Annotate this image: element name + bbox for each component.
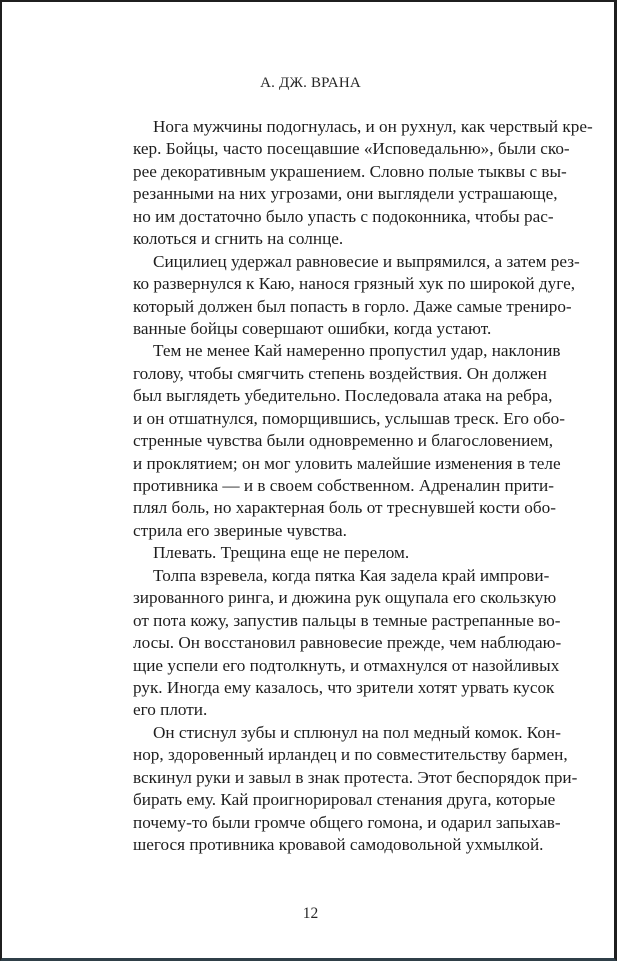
text-line: рук. Иногда ему казалось, что зрители хотят урвать кусок [133,677,555,697]
text-line: зированного ринга, и дюжина рук ощупала его скользкую [133,588,557,608]
text-line: и проклятием; он мог уловить малейшие изменения в теле [133,453,561,473]
text-line: рее декоративным украшением. Словно полые тыквы с вы- [133,161,567,181]
paragraph [133,340,565,542]
text-line: кер. Бойцы, часто посещавшие «Исповедальню», были ско- [133,139,570,159]
paragraph [133,251,580,341]
text-line: от пота кожу, запустив пальцы в темные растрепанные во- [133,610,561,630]
text-line: Он стиснул зубы и сплюнул на пол медный комок. Кон- [153,722,561,742]
text-line: ко развернулся к Каю, нанося грязный хук по широкой дуге, [133,274,576,294]
text-line: Плевать. Трещина еще не перелом. [153,543,410,563]
text-line: шегося противника кровавой самодовольной ухмылкой. [133,835,544,854]
running-head: А. ДЖ. ВРАНА [260,75,361,91]
text-line: Сицилиец удержал равновесие и выпрямился, а затем рез- [153,251,580,271]
text-line: Нога мужчины подогнулась, и он рухнул, как черствый кре- [153,117,593,136]
body-text [133,116,593,856]
text-line: но им достаточно было упасть с подоконника, чтобы рас- [133,206,554,226]
text-line: почему-то были громче общего гомона, и одарил запыхав- [133,812,561,832]
text-line: резанными на них угрозами, они выглядели устрашающе, [133,184,558,204]
page-number: 12 [302,905,319,922]
paragraph [133,116,593,251]
text-line: лосы. Он восстановил равновесие прежде, чем наблюдаю- [133,633,562,653]
text-line: его плоти. [133,700,208,720]
text-line: и он отшатнулся, поморщившись, услышав треск. Его обо- [133,408,565,428]
text-line: Тем не менее Кай намеренно пропустил удар, наклонив [153,341,561,361]
text-line: который должен был попасть в горло. Даже самые трениро- [133,296,572,316]
text-line: был выглядеть убедительно. Последовала атака на ребра, [133,386,553,406]
text-line: противника — и в своем собственном. Адреналин прити- [133,476,554,495]
text-line: голову, чтобы смягчить степень воздействия. Он должен [133,363,547,383]
paragraph [133,565,562,722]
text-line: Толпа взревела, когда пятка Кая задела край импрови- [153,565,550,585]
text-line: нор, здоровенный ирландец и по совместительству бармен, [133,745,568,765]
paragraph [133,722,578,857]
text-line: плял боль, но характерная боль от треснувшей кости обо- [133,498,556,518]
text-line: бирать ему. Кай проигнорировал стенания друга, которые [133,790,556,810]
text-line: вскинул руки и завыл в знак протеста. Этот беспорядок при- [133,767,578,787]
text-line: стрила его звериные чувства. [133,520,347,540]
text-line: ванные бойцы совершают ошибки, когда устают. [133,318,492,338]
text-line: стренные чувства были одновременно и благословением, [133,431,554,451]
text-line: колоться и сгнить на солнце. [133,229,344,249]
text-line: щие успели его подтолкнуть, и отмахнулся от назойливых [133,655,560,675]
paragraph [133,542,539,564]
